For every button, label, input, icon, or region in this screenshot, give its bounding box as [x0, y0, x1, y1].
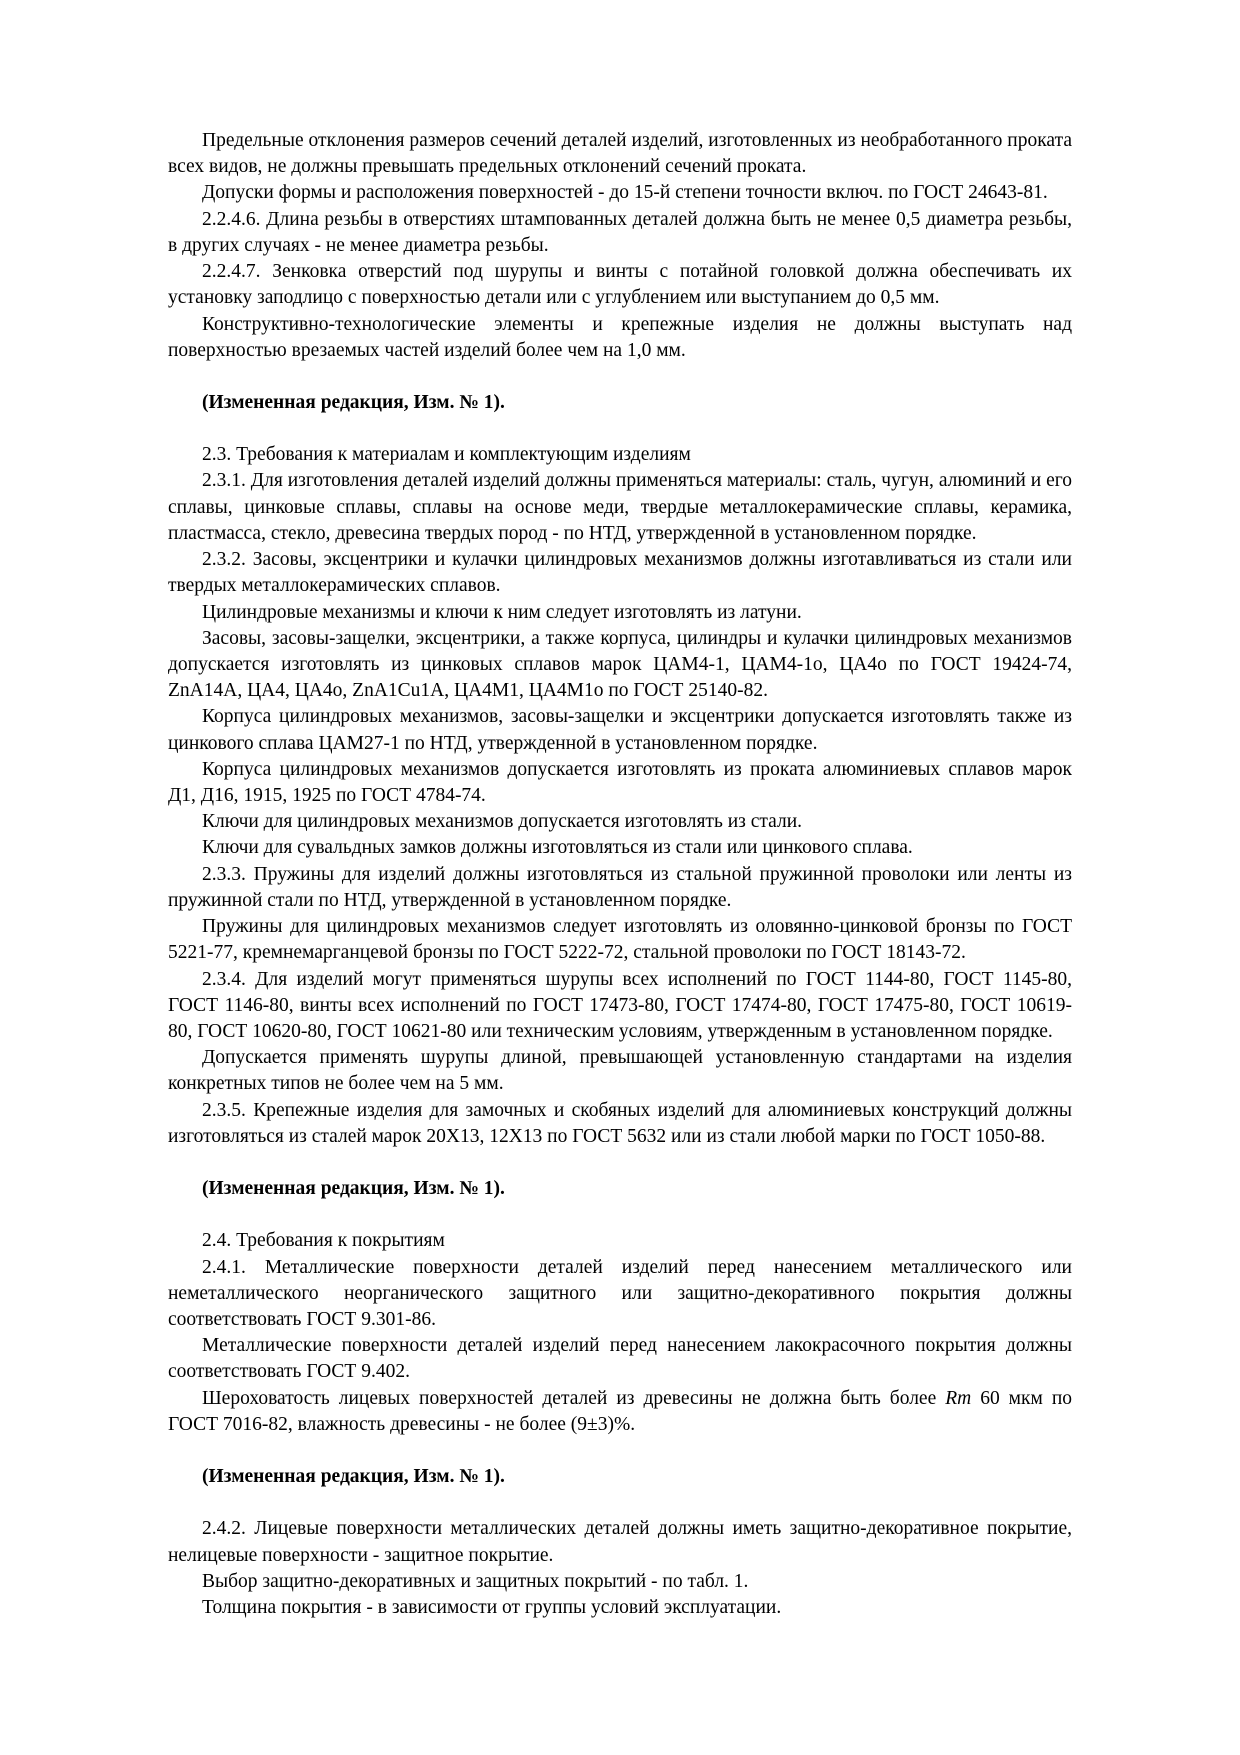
- paragraph: 2.2.4.7. Зенковка отверстий под шурупы и винты с потайной головкой должна обеспечивать их установку заподлицо с поверхностью детали или с углублением или выступанием до 0,5 мм.: [168, 261, 1072, 309]
- revision-note: (Измененная редакция, Изм. № 1).: [202, 1466, 505, 1488]
- revision-note: (Измененная редакция, Изм. № 1).: [202, 1178, 505, 1200]
- paragraph: Допуски формы и расположения поверхностей - до 15-й степени точности включ. по ГОСТ 24643-81.: [202, 182, 1048, 204]
- paragraph: Выбор защитно-декоративных и защитных покрытий - по табл. 1.: [202, 1570, 749, 1592]
- paragraph-spacer: [168, 1438, 1072, 1464]
- paragraph: Корпуса цилиндровых механизмов, засовы-защелки и эксцентрики допускается изготовлять также из цинкового сплава ЦАМ27-1 по НТД, утвержденной в установленном порядке.: [168, 706, 1072, 754]
- paragraph-spacer: [168, 1490, 1072, 1516]
- paragraph: Ключи для сувальдных замков должны изготовляться из стали или цинкового сплава.: [202, 837, 913, 859]
- paragraph: Металлические поверхности деталей изделий перед нанесением лакокрасочного покрытия должны соответствовать ГОСТ 9.402.: [168, 1335, 1072, 1383]
- document-body: [168, 128, 1072, 1621]
- roughness-symbol: Rm: [945, 1387, 972, 1409]
- paragraph: Корпуса цилиндровых механизмов допускается изготовлять из проката алюминиевых сплавов марок Д1, Д16, 1915, 1925 по ГОСТ 4784-74.: [168, 758, 1072, 807]
- paragraph-spacer: [168, 416, 1072, 442]
- paragraph: 2.3.2. Засовы, эксцентрики и кулачки цилиндровых механизмов должны изготавливаться из стали или твердых металлокерамических сплавов.: [168, 549, 1072, 597]
- paragraph: 2.3.4. Для изделий могут применяться шурупы всех исполнений по ГОСТ 1144-80, ГОСТ 1145-80, ГОСТ 1146-80, винты всех исполнений по ГОСТ 17473-80, ГОСТ 17474-80, ГОСТ 17475-80, ГОСТ 10619-80, ГОСТ 10620-80, ГОСТ 10621-80 или техническим условиям, утвержденным в установленном порядке.: [168, 968, 1072, 1042]
- paragraph: 2.4. Требования к покрытиям: [202, 1230, 445, 1252]
- paragraph: 2.3.3. Пружины для изделий должны изготовляться из стальной пружинной проволоки или ленты из пружинной стали по НТД, утвержденной в установленном порядке.: [168, 863, 1072, 911]
- paragraph: Засовы, засовы-защелки, эксцентрики, а также корпуса, цилиндры и кулачки цилиндровых механизмов допускается изготовлять из цинковых сплавов марок ЦАМ4-1, ЦАМ4-1о, ЦА4о по ГОСТ 19424-74, ZnA14A, ЦА4, ЦА4о, ZnA1Cu1A, ЦА4М1, ЦА4М1о по ГОСТ 25140-82.: [168, 627, 1072, 702]
- paragraph: Допускается применять шурупы длиной, превышающей установленную стандартами на изделия конкретных типов не более чем на 5 мм.: [168, 1047, 1072, 1095]
- paragraph: 2.4.2. Лицевые поверхности металлических деталей должны иметь защитно-декоративное покрытие, нелицевые поверхности - защитное покрытие.: [168, 1518, 1072, 1566]
- paragraph: 2.2.4.6. Длина резьбы в отверстиях штампованных деталей должна быть не менее 0,5 диаметра резьбы, в других случаях - не менее диаметра резьбы.: [168, 208, 1072, 256]
- paragraph: Конструктивно-технологические элементы и крепежные изделия не должны выступать над поверхностью врезаемых частей изделий более чем на 1,0 мм.: [168, 313, 1072, 361]
- paragraph: 2.3.5. Крепежные изделия для замочных и скобяных изделий для алюминиевых конструкций должны изготовляться из сталей марок 20Х13, 12Х13 по ГОСТ 5632 или из стали любой марки по ГОСТ 1050-88.: [168, 1099, 1072, 1147]
- paragraph: 2.3. Требования к материалам и комплектующим изделиям: [202, 444, 691, 466]
- paragraph: Ключи для цилиндровых механизмов допускается изготовлять из стали.: [202, 811, 803, 833]
- paragraph: Предельные отклонения размеров сечений деталей изделий, изготовленных из необработанного проката всех видов, не должны превышать предельных отклонений сечений проката.: [168, 130, 1072, 178]
- revision-note: (Измененная редакция, Изм. № 1).: [202, 391, 505, 413]
- paragraph: 2.3.1. Для изготовления деталей изделий должны применяться материалы: сталь, чугун, алюминий и его сплавы, цинковые сплавы, сплавы на основе меди, твердые металлокерамические сплавы, керамика, пластмасса, стекло, древесина твердых пород - по НТД, утвержденной в установленном порядке.: [168, 470, 1072, 544]
- paragraph: Цилиндровые механизмы и ключи к ним следует изготовлять из латуни.: [202, 601, 802, 623]
- paragraph: Шероховатость лицевых поверхностей деталей из древесины не должна быть более Rm 60 мкм по ГОСТ 7016-82, влажность древесины - не более (9±3)%.: [168, 1387, 1073, 1435]
- paragraph: Толщина покрытия - в зависимости от группы условий эксплуатации.: [202, 1596, 782, 1618]
- paragraph-spacer: [168, 1202, 1072, 1228]
- paragraph: Пружины для цилиндровых механизмов следует изготовлять из оловянно-цинковой бронзы по ГОСТ 5221-77, кремнемарганцевой бронзы по ГОСТ 5222-72, стальной проволоки по ГОСТ 18143-72.: [168, 916, 1072, 964]
- paragraph-spacer: [168, 364, 1072, 390]
- paragraph: 2.4.1. Металлические поверхности деталей изделий перед нанесением металлического или неметаллического неорганического защитного или защитно-декоративного покрытия должны соответствовать ГОСТ 9.301-86.: [168, 1256, 1072, 1330]
- paragraph-spacer: [168, 1150, 1072, 1176]
